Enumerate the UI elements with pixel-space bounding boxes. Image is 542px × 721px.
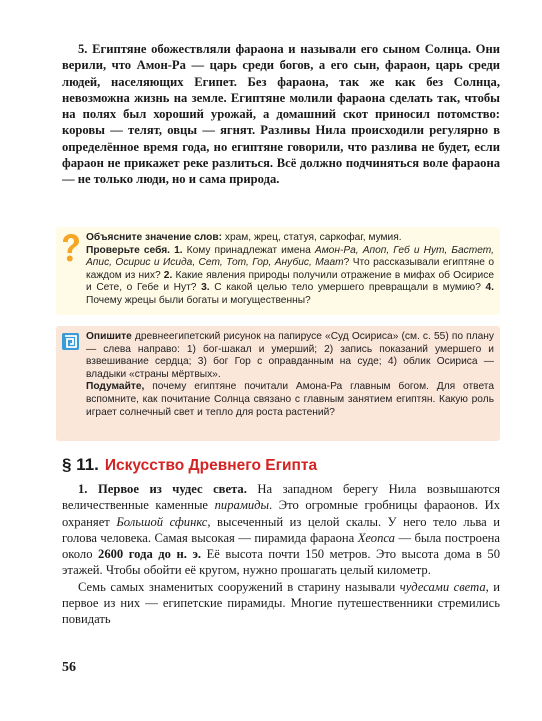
s1-text-e: Её высота почти 150 метров. Это высота дома в 50 этажей. Чтобы обойти её кругом, нужно прошагать целый километр. (62, 547, 501, 578)
question-1-gods: Амон-Ра, Апоп, Геб и Нут, Бастет, Апис, Осирис и Исида, Сет, Тот, Гор, Анубис, Маат (86, 244, 494, 269)
s1-text-d: — была построена около (62, 530, 500, 562)
term-pyramids: пирамиды (214, 498, 270, 513)
s2-text-a: Семь самых знаменитых сооружений в старину называли (78, 579, 400, 594)
think-text: почему египтяне почитали Амона-Ра главным богом. Для ответа вспомните, как почитание Солнца связано с главным занятием египтян. Какую роль играет солнечный свет и тепло для роста растений? (86, 381, 494, 418)
check-yourself-label: Проверьте себя. (86, 244, 171, 256)
describe-label: Опишите (86, 331, 132, 342)
questions-box (56, 227, 500, 315)
s1-text-a: На западном берегу Нила возвышаются величественные каменные (62, 482, 500, 513)
s1-text-c: , высеченный из целой скалы. У него тело льва и голова человека. Самая высокая — пирамида фараона (62, 514, 500, 545)
papyrus-task-text (86, 331, 494, 419)
question-2-number: 2. (160, 269, 173, 281)
question-1-end: ? Что рассказывали египтяне о каждом из них? (86, 257, 494, 281)
paragraph-5-text: 5. Египтяне обожествляли фараона и называли его сыном Солнца. Они верили, что Амон-Ра — царь среди богов, а его сын, фараон, царь среди людей, населяющих Египет. Без фараона, так же как без Солнца, невозможна жизнь на земле. Египтяне молили фараона сделать так, чтобы на полях был хороший урожай, а домашний скот приносил потомство: коровы — телят, овцы — ягнят. Разливы Нила происходили регулярно в определённое время года, но египтяне говорили, что разлива не будет, если фараон не прикажет реке разлиться. (62, 42, 500, 171)
question-mark-icon (59, 233, 81, 263)
question-3-text: С какой целью тело умершего превращали в мумию? (209, 282, 481, 294)
question-1-text: Кому принадлежат имена (182, 244, 315, 256)
question-4-number: 4. (480, 282, 494, 294)
date-highlight: 2600 года до н. э. (98, 547, 202, 562)
section-heading (62, 455, 317, 475)
question-2-text: Какие явления природы получили отражение в мифах об Осирисе и Сете, о Гебе и Нут? (86, 269, 494, 294)
subsection-title: 1. Первое из чудес света. (78, 482, 247, 496)
question-3-number: 3. (196, 282, 210, 294)
section-11-body (62, 481, 500, 628)
explain-words-label: Объясните значение слов: (86, 232, 223, 243)
section-number: § 11. (62, 455, 99, 474)
describe-text: древнеегипетский рисунок на папирусе «Суд Осириса» (см. с. 55) по плану — слева направо: 1) бог-шакал и умерший; 2) запись показаний умершего и взвешивание сердца; 3) бог Гор с оправданным на суде; 4) облик Осириса — владыки «страны мёртвых». (86, 331, 494, 380)
section-paragraph-2 (62, 579, 500, 628)
questions-text (86, 232, 494, 308)
question-4-text: Почему жрецы были богаты и могущественны? (86, 294, 311, 306)
think-label: Подумайте, (86, 381, 145, 393)
paragraph-5 (62, 41, 500, 188)
explain-words-list: храм, жрец, статуя, саркофаг, мумия. (222, 232, 402, 243)
s1-text-b: . Это огромные гробницы фараонов. Их охраняет (62, 498, 501, 529)
question-1-number: 1. (170, 244, 183, 256)
page-number: 56 (62, 660, 76, 675)
papyrus-task-box (56, 326, 500, 441)
section-title: Искусство Древнего Египта (104, 457, 318, 474)
section-paragraph-1 (62, 481, 500, 579)
term-sphinx: Большой сфинкс (116, 514, 208, 529)
term-cheops: Хеопса (357, 530, 395, 545)
paragraph-5-conclusion: Всё должно подчиняться воле фараона — не только люди, но и сама природа. (62, 156, 500, 187)
term-wonders: чудесами света (399, 579, 486, 594)
task-spiral-icon (62, 333, 79, 350)
s2-text-b: , и первое из них — египетские пирамиды. Многие путешественники стремились повидать (62, 579, 500, 627)
